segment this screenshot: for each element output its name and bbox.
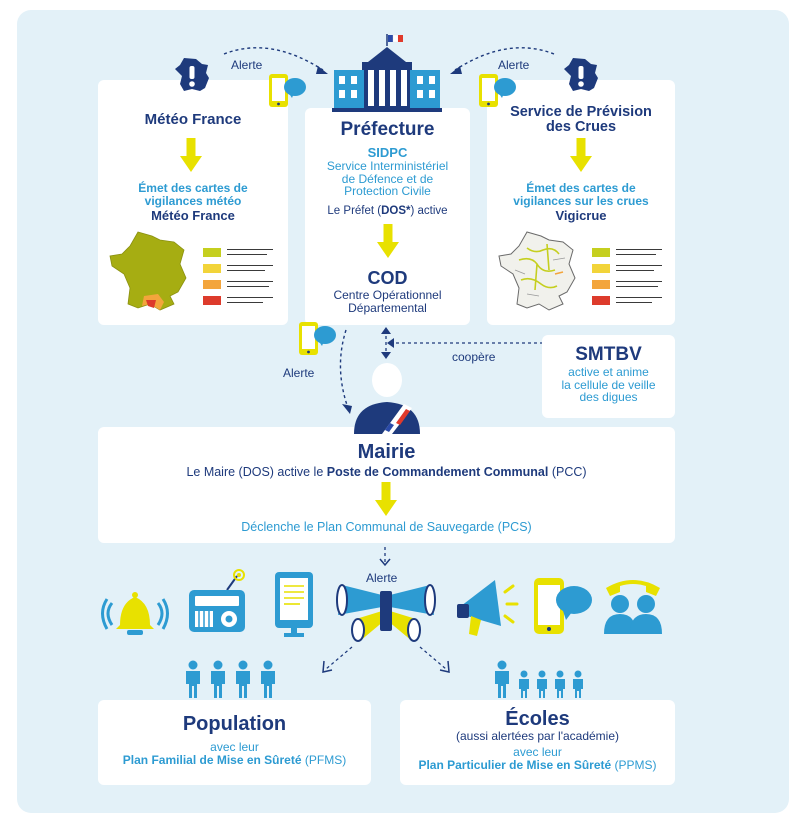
- meteo-legend-swatch-yellow: [203, 264, 221, 273]
- ecoles-plan-abbr: (PPMS): [611, 758, 657, 772]
- population-people-icon: [183, 660, 279, 698]
- france-alert-icon-crues: [561, 56, 601, 96]
- population-plan: [98, 753, 371, 767]
- alert-label-mid: Alerte: [283, 366, 315, 380]
- smtbv-desc-line3: des digues: [579, 390, 638, 404]
- crues-legend-swatch-green: [592, 248, 610, 257]
- prefecture-service-line3: Protection Civile: [344, 184, 431, 198]
- prefecture-prefet: [305, 205, 470, 217]
- cod-title: COD: [367, 268, 408, 288]
- mairie-down-arrow: [375, 482, 397, 518]
- smtbv-desc-line2: la cellule de veille: [561, 377, 656, 392]
- population-plan-abbr: (PFMS): [301, 753, 347, 767]
- alert-label-left: Alerte: [231, 58, 263, 72]
- crues-brand: Vigicrue: [555, 208, 607, 223]
- crues-vigilance-map: [497, 230, 579, 312]
- mairie-to-alert-arrow: [378, 546, 392, 568]
- prefecture-building-icon: [332, 32, 444, 112]
- alert-label-bottom: Alerte: [366, 571, 398, 585]
- cod-desc: [305, 289, 470, 315]
- ecoles-people-icon: [492, 660, 592, 698]
- mairie-line-post: (PCC): [548, 465, 587, 479]
- meteo-down-arrow: [180, 138, 202, 174]
- phone-call-people-icon: [600, 574, 666, 636]
- population-avec: avec leur: [210, 740, 259, 754]
- coop-label: coopère: [452, 350, 496, 364]
- ecoles-title: Écoles: [505, 708, 570, 730]
- meteo-brand: Météo France: [151, 208, 235, 223]
- meteo-legend-swatch-red: [203, 296, 221, 305]
- prefet-post: ) active: [410, 205, 448, 217]
- bell-icon: [102, 585, 168, 641]
- prefet-pre: Le Préfet (: [327, 205, 382, 217]
- cod-desc-line1: Centre Opérationnel: [333, 288, 442, 302]
- megaphone-icon: [455, 576, 517, 638]
- mayor-icon: [352, 362, 422, 434]
- meteo-vigilance-map: [108, 230, 190, 312]
- ecoles-avec: avec leur: [513, 745, 562, 759]
- alert-arrow-ecoles: [414, 645, 454, 675]
- crues-down-arrow: [570, 138, 592, 174]
- prefecture-service-line1: Service Interministériel: [326, 159, 449, 173]
- population-title: Population: [182, 713, 287, 735]
- mairie-line: [98, 465, 675, 479]
- crues-desc-line2: vigilances sur les crues: [513, 194, 649, 208]
- meteo-title: Météo France: [144, 111, 242, 128]
- alert-label-right: Alerte: [498, 58, 530, 72]
- smtbv-desc: [542, 366, 675, 404]
- ecoles-plan-bold: Plan Particulier de Mise en Sûreté: [418, 758, 612, 772]
- meteo-legend-swatch-orange: [203, 280, 221, 289]
- crues-title-line1: Service de Prévision: [510, 104, 652, 120]
- crues-desc: [487, 182, 675, 208]
- smtbv-desc-line1: active et anime: [568, 365, 649, 379]
- prefecture-down-arrow: [377, 224, 399, 260]
- smtbv-title: SMTBV: [575, 344, 642, 365]
- loudspeakers-icon: [334, 585, 438, 641]
- smartphone-message-icon: [532, 576, 594, 638]
- crues-title: [487, 105, 675, 135]
- phone-message-icon-left: [268, 72, 308, 110]
- population-plan-bold: Plan Familial de Mise en Sûreté: [122, 753, 302, 767]
- prefecture-service-line2: de Défence et de: [341, 171, 434, 186]
- mairie-line-pre: Le Maire (DOS) active le: [186, 465, 327, 479]
- crues-legend-swatch-yellow: [592, 264, 610, 273]
- crues-title-line2: des Crues: [545, 119, 617, 135]
- ecoles-plan: [400, 758, 675, 772]
- mairie-line-bold: Poste de Commandement Communal: [326, 465, 549, 479]
- meteo-desc-line2: vigilances météo: [144, 194, 242, 208]
- crues-legend-swatch-orange: [592, 280, 610, 289]
- prefecture-title: Préfecture: [340, 119, 435, 140]
- prefecture-sidpc: SIDPC: [367, 145, 408, 160]
- mairie-pcs: Déclenche le Plan Communal de Sauvegarde (PCS): [241, 520, 532, 534]
- mairie-title: Mairie: [357, 441, 416, 463]
- crues-legend-swatch-red: [592, 296, 610, 305]
- crues-desc-line1: Émet des cartes de: [526, 181, 636, 195]
- radio-icon: [187, 568, 249, 636]
- alert-arrow-population: [318, 645, 358, 675]
- meteo-desc: [98, 182, 288, 208]
- prefecture-service: [305, 160, 470, 198]
- display-panel-icon: [273, 570, 315, 638]
- france-alert-icon: [172, 56, 212, 96]
- prefet-dos: DOS*: [381, 205, 411, 217]
- meteo-desc-line1: Émet des cartes de: [138, 181, 248, 195]
- cod-desc-line2: Départemental: [348, 301, 427, 315]
- meteo-legend-swatch-green: [203, 248, 221, 257]
- ecoles-sub: (aussi alertées par l'académie): [455, 729, 620, 743]
